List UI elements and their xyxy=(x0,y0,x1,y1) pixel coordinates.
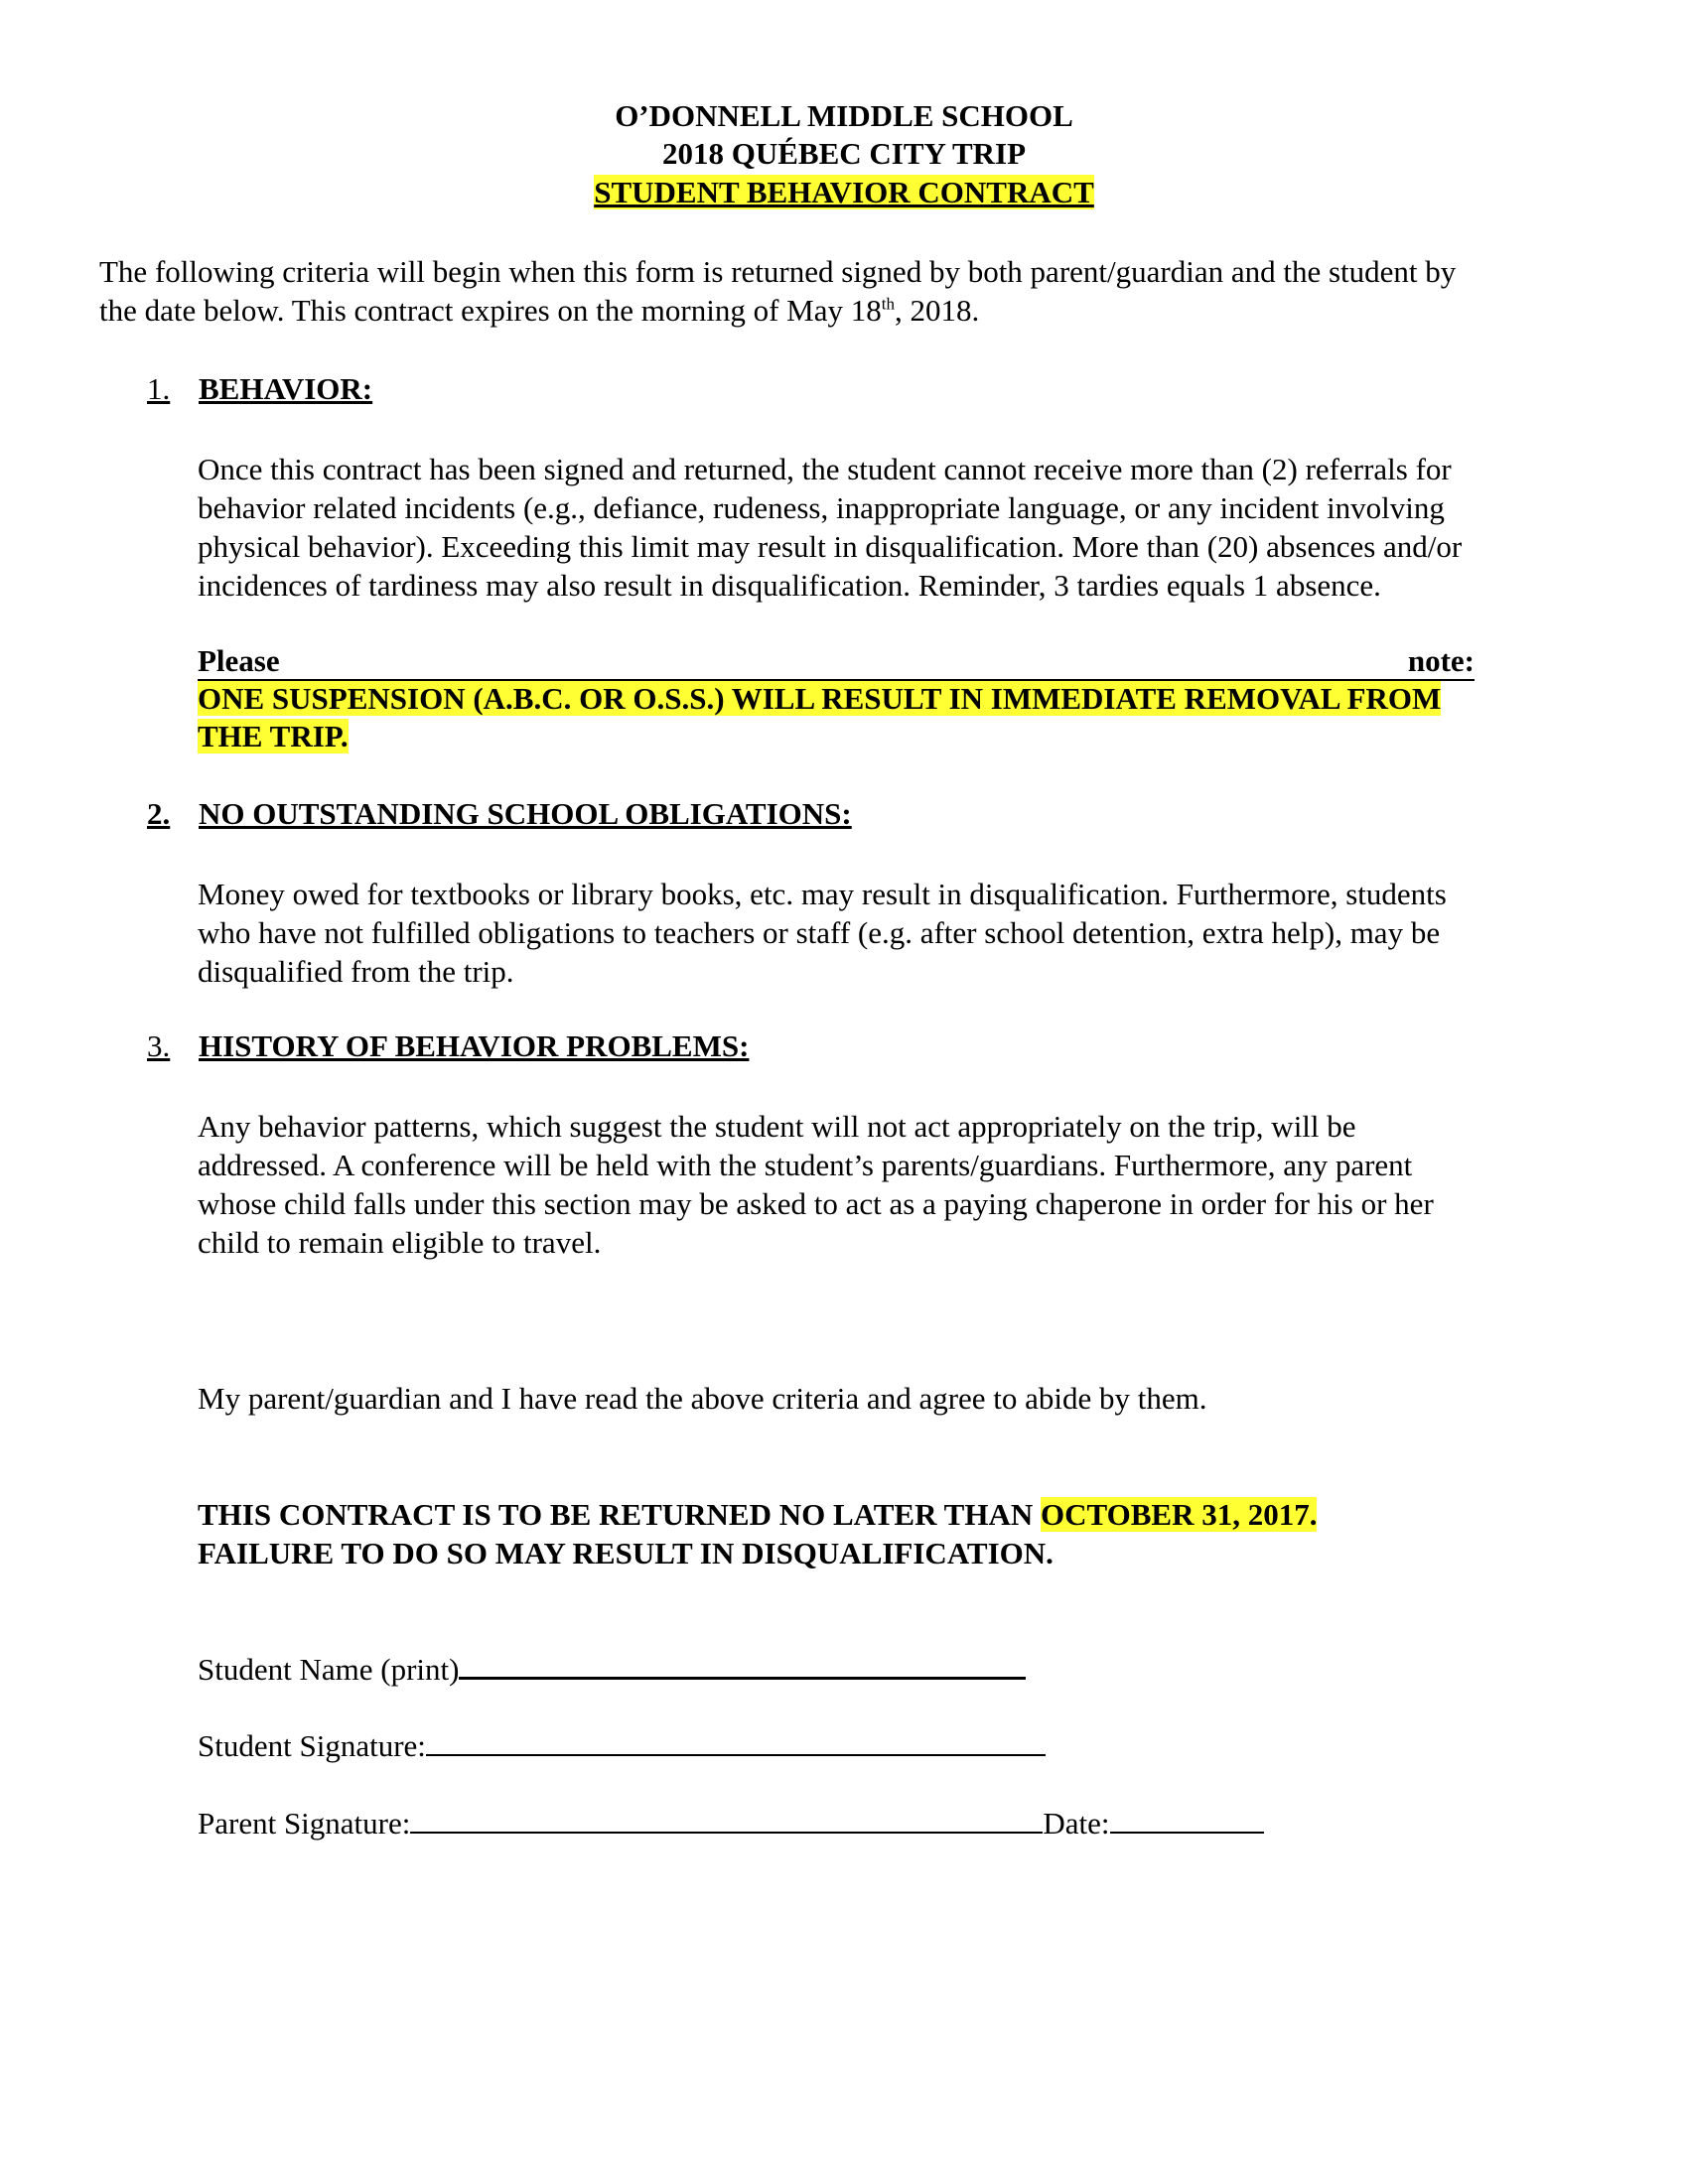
date-label: Date: xyxy=(1043,1806,1110,1841)
student-name-row xyxy=(198,1649,1026,1688)
section-3-title: HISTORY OF BEHAVIOR PROBLEMS: xyxy=(199,1028,750,1063)
deadline-notice xyxy=(198,1495,1317,1572)
section-2-heading xyxy=(147,796,852,832)
please-note-row xyxy=(198,643,1475,681)
intro-line-2 xyxy=(99,291,1609,330)
section-2-line: disqualified from the trip. xyxy=(198,954,514,989)
section-1-line: incidences of tardiness may also result in disqualification. Reminder, 3 tardies equals 1 absence. xyxy=(198,568,1381,603)
deadline-text: THIS CONTRACT IS TO BE RETURNED NO LATER THAN xyxy=(198,1497,1041,1532)
section-2-line: who have not fulfilled obligations to teachers or staff (e.g. after school detention, extra help), may be xyxy=(198,915,1441,950)
section-2-body xyxy=(198,875,1558,991)
section-1-body xyxy=(198,450,1558,605)
intro-superscript: th xyxy=(881,294,895,314)
suspension-warning-line-1: ONE SUSPENSION (A.B.C. OR O.S.S.) WILL RESULT IN IMMEDIATE REMOVAL FROM xyxy=(198,681,1442,716)
section-1-title: BEHAVIOR: xyxy=(199,371,373,406)
section-3-body xyxy=(198,1107,1558,1262)
deadline-warning: FAILURE TO DO SO MAY RESULT IN DISQUALIFICATION. xyxy=(198,1536,1054,1570)
student-name-field[interactable] xyxy=(459,1649,1026,1680)
intro-line-2-text: the date below. This contract expires on the morning of May 18 xyxy=(99,293,882,328)
student-signature-row xyxy=(198,1726,1046,1764)
student-signature-field[interactable] xyxy=(426,1726,1046,1756)
parent-signature-label: Parent Signature: xyxy=(198,1806,411,1841)
contract-title: STUDENT BEHAVIOR CONTRACT xyxy=(594,175,1094,209)
section-1-line: behavior related incidents (e.g., defiance, rudeness, inappropriate language, or any incident involving xyxy=(198,490,1445,525)
intro-paragraph xyxy=(99,252,1609,330)
section-1-number: 1. xyxy=(147,371,171,406)
intro-line-2-end: , 2018. xyxy=(894,293,980,328)
suspension-warning-line-2: THE TRIP. xyxy=(198,719,349,753)
section-3-number: 3. xyxy=(147,1028,171,1063)
parent-signature-row xyxy=(198,1804,1264,1842)
date-field[interactable] xyxy=(1110,1804,1264,1834)
intro-line-1: The following criteria will begin when this form is returned signed by both parent/guardian and the student by xyxy=(99,254,1457,289)
section-1-line: physical behavior). Exceeding this limit may result in disqualification. More than (20) absences and/or xyxy=(198,529,1463,564)
section-2-title: NO OUTSTANDING SCHOOL OBLIGATIONS: xyxy=(199,796,852,831)
school-name: O’DONNELL MIDDLE SCHOOL xyxy=(615,98,1073,133)
section-1-heading xyxy=(147,371,372,407)
section-3-line: Any behavior patterns, which suggest the student will not act appropriately on the trip, will be xyxy=(198,1109,1356,1144)
student-signature-label: Student Signature: xyxy=(198,1728,426,1763)
please-note-left: Please xyxy=(198,643,280,678)
section-3-line: whose child falls under this section may be asked to act as a paying chaperone in order for his or her xyxy=(198,1186,1434,1221)
section-1-line: Once this contract has been signed and returned, the student cannot receive more than (2) referrals for xyxy=(198,452,1452,486)
section-2-number: 2. xyxy=(147,796,171,831)
trip-title: 2018 QUÉBEC CITY TRIP xyxy=(661,136,1027,171)
section-3-heading xyxy=(147,1028,749,1064)
student-name-label: Student Name (print) xyxy=(198,1652,460,1687)
section-2-line: Money owed for textbooks or library books, etc. may result in disqualification. Furthermore, students xyxy=(198,877,1447,911)
agreement-statement: My parent/guardian and I have read the above criteria and agree to abide by them. xyxy=(198,1381,1207,1416)
suspension-warning xyxy=(198,680,1441,755)
contract-title-row xyxy=(0,174,1688,211)
section-3-line: child to remain eligible to travel. xyxy=(198,1225,602,1260)
deadline-date: OCTOBER 31, 2017. xyxy=(1041,1497,1318,1532)
please-note-right: note: xyxy=(1407,643,1475,678)
section-3-line: addressed. A conference will be held with the student’s parents/guardians. Furthermore, any parent xyxy=(198,1148,1413,1182)
parent-signature-field[interactable] xyxy=(410,1804,1043,1834)
